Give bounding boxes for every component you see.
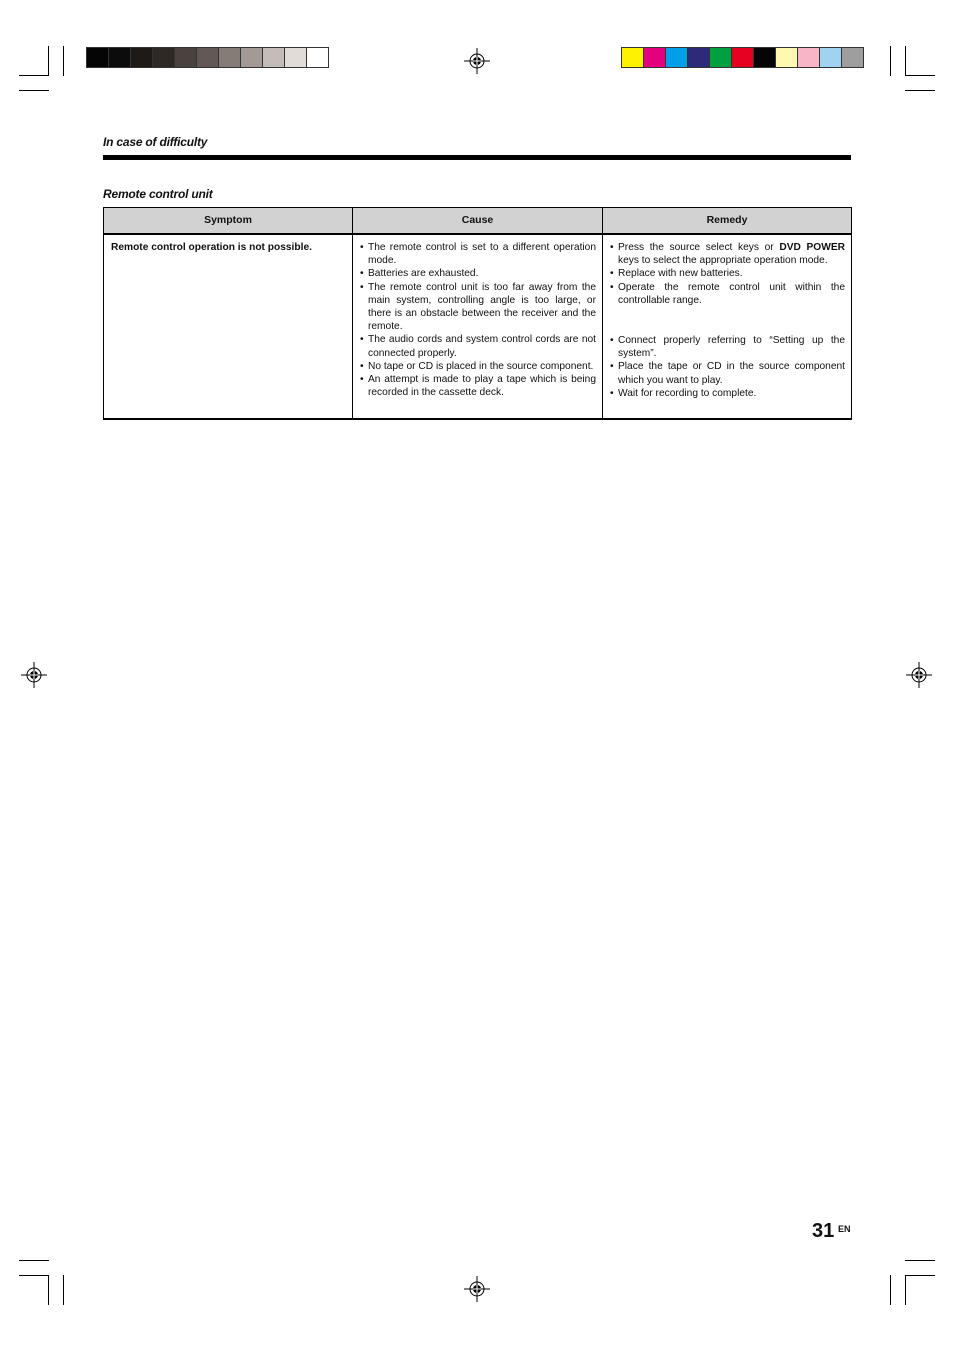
crop-mark: [905, 46, 906, 76]
list-item: • Operate the remote control unit within the controllable range.: [610, 281, 845, 307]
page-number: 31: [812, 1220, 835, 1242]
remedy-list: [610, 241, 845, 400]
color-swatch: [644, 48, 666, 67]
registration-mark-icon: [464, 1276, 490, 1302]
color-swatch: [219, 48, 241, 67]
crop-mark: [905, 1275, 935, 1276]
list-item: • No tape or CD is placed in the source component.: [360, 360, 596, 373]
color-swatch: [175, 48, 197, 67]
crop-mark: [905, 1275, 906, 1305]
crop-mark: [890, 46, 891, 76]
crop-mark: [19, 75, 49, 76]
crop-mark: [905, 75, 935, 76]
cause-cell: [353, 234, 603, 419]
color-swatch: [710, 48, 732, 67]
list-item: • Replace with new batteries.: [610, 267, 845, 280]
list-item: • Wait for recording to complete.: [610, 387, 845, 400]
crop-mark: [905, 1260, 935, 1261]
list-item: [610, 241, 845, 267]
crop-mark: [890, 1275, 891, 1305]
list-item: • The audio cords and system control cords are not connected properly.: [360, 333, 596, 359]
color-swatch: [666, 48, 688, 67]
remedy-text: keys to select the appropriate operation mode.: [618, 255, 828, 267]
color-swatch: [131, 48, 153, 67]
list-item: • The remote control is set to a different operation mode.: [360, 241, 596, 267]
color-swatch: [842, 48, 863, 67]
table-header-row: [104, 208, 852, 235]
color-swatch: [688, 48, 710, 67]
color-swatch: [197, 48, 219, 67]
symptom-cell: [104, 234, 353, 419]
list-item: • The remote control unit is too far away from the main system, controlling angle is too large, or there is an obstacle between the receiver and the remote.: [360, 281, 596, 334]
color-swatch: [109, 48, 131, 67]
color-calibration-bar: [621, 47, 864, 68]
crop-mark: [905, 90, 935, 91]
list-item: • Connect properly referring to “Setting up the system”.: [610, 334, 845, 360]
crop-mark: [19, 1260, 49, 1261]
grayscale-calibration-bar: [86, 47, 329, 68]
color-swatch: [285, 48, 307, 67]
column-header-remedy: Remedy: [603, 208, 852, 235]
crop-mark: [19, 1275, 49, 1276]
color-swatch: [754, 48, 776, 67]
column-header-symptom: Symptom: [104, 208, 353, 235]
color-swatch: [732, 48, 754, 67]
crop-mark: [63, 1275, 64, 1305]
color-swatch: [307, 48, 328, 67]
troubleshooting-table: [103, 207, 852, 420]
registration-mark-icon: [906, 662, 932, 688]
table-row: [104, 234, 852, 419]
color-swatch: [798, 48, 820, 67]
color-swatch: [241, 48, 263, 67]
title-rule: [103, 155, 851, 160]
list-item: • An attempt is made to play a tape which is being recorded in the cassette deck.: [360, 373, 596, 399]
remedy-cell: [603, 234, 852, 419]
color-swatch: [622, 48, 644, 67]
color-swatch: [263, 48, 285, 67]
crop-mark: [48, 46, 49, 76]
column-header-cause: Cause: [353, 208, 603, 235]
registration-mark-icon: [464, 48, 490, 74]
cause-list: [360, 241, 596, 399]
color-swatch: [153, 48, 175, 67]
list-item: • Place the tape or CD in the source component which you want to play.: [610, 360, 845, 386]
color-swatch: [776, 48, 798, 67]
list-item: • Batteries are exhausted.: [360, 267, 596, 280]
color-swatch: [87, 48, 109, 67]
symptom-text: Remote control operation is not possible.: [111, 242, 312, 253]
crop-mark: [63, 46, 64, 76]
subsection-title: Remote control unit: [103, 187, 213, 201]
color-swatch: [820, 48, 842, 67]
crop-mark: [19, 90, 49, 91]
crop-mark: [48, 1275, 49, 1305]
section-title: In case of difficulty: [103, 135, 208, 149]
remedy-text: Press the source select keys or: [618, 242, 780, 253]
key-name: DVD POWER: [779, 242, 845, 253]
page-language: EN: [838, 1224, 851, 1234]
registration-mark-icon: [21, 662, 47, 688]
